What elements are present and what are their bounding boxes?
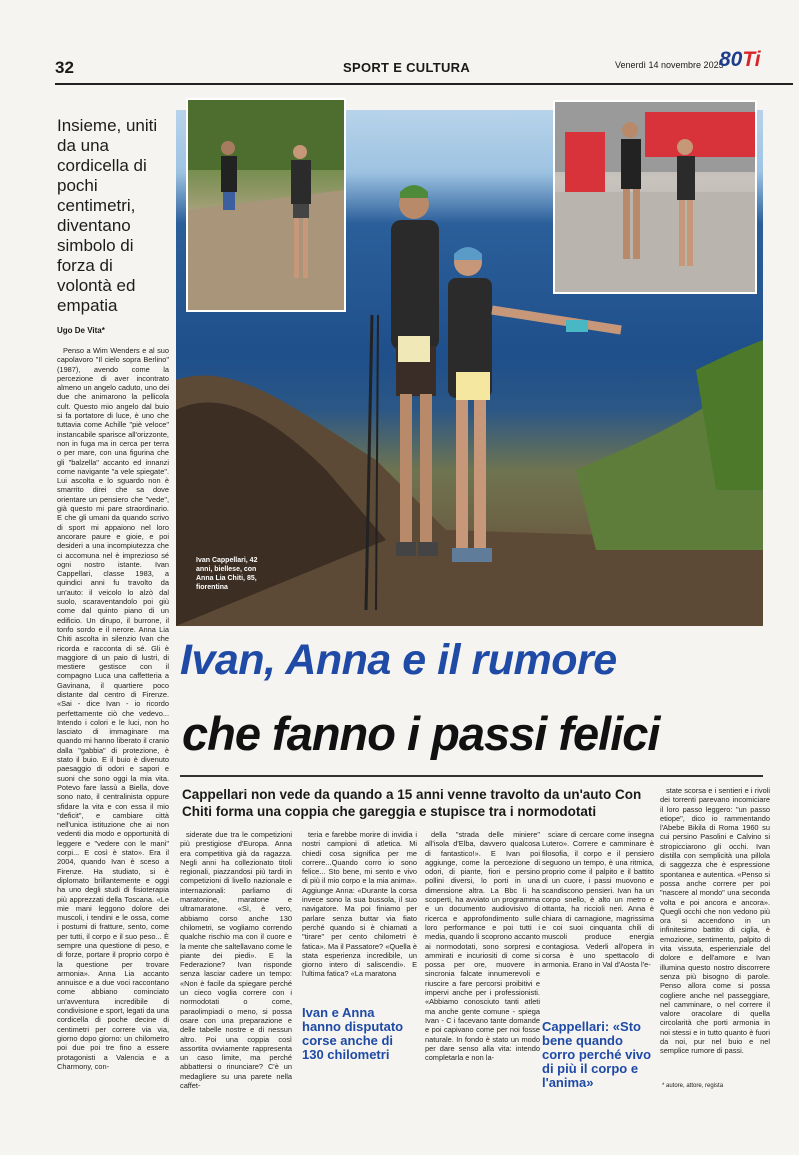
article-column-4 <box>425 830 540 1100</box>
section-title: SPORT E CULTURA <box>343 60 471 75</box>
headline-rule <box>180 775 763 777</box>
subheadline: Cappellari non vede da quando a 15 anni venne travolto da un'auto Con Chiti forma una coppia che gareggia e stupisce tra i normodotati <box>182 787 642 819</box>
pull-quote-2: Cappellari: «Sto bene quando corro perché vivo di più il corpo e l'anima» <box>542 1019 652 1090</box>
inset-photo-trail-scene <box>188 100 344 310</box>
inset-photo-race-scene <box>555 102 755 292</box>
header-rule <box>55 83 793 85</box>
pull-quote-1: Ivan e Anna hanno disputato corse anche di 130 chilometri <box>302 1005 404 1062</box>
inset-photo-race <box>553 100 757 294</box>
article-text: della "strada delle miniere" all'isola d'Elba, davvero qualcosa di fantastico!». E Ivan poi aggiunge, come la percezione di odori, di piante, fiori e persino pollini diversi, lo porti in una dimensione altra. La Bbc li ha scoperti, ha avviato un programma e un documento audiovisivo di ricerca e approfondimento sulle loro performance e poi tutti i media, quando li scoprono accanto ai normodotati, sono sorpresi e ammirati e incuriositi di come si possa per ore, muovere in sincronia falcate innumerevoli e riuscire a fare percorsi proibitivi e impervi anche per i professionisti. «Abbiamo conosciuto tanti atleti ma anche gente comune - spiega Ivan - C i facevano tante domande e poi capivano come per noi fosse naturale. In fondo è stato un modo per dare senso alla vita: intendo completarla e non la- <box>425 830 540 1063</box>
article-text: sciare di cercare come insegna Lutero». Correre e camminare è filosofia, il corpo e il pensiero seguono un tempo, è una ritmica, proprio come il palpito e il battito di un cuore, i passi muovono e scandiscono pensieri. Ivan ha un corpo snello, è alto un metro e ottanta, ha riccioli neri. Anna è chiara di carnagione, magrissima e coi suoi cinquanta chili di muscoli produce energia contagiosa. Vederli all'opera in corsa è uno spettacolo di armonia. Erano in Val d'Aosta l'e- <box>542 830 654 970</box>
headline-line-2: che fanno i passi felici <box>182 707 660 760</box>
article-text: state scorsa e i sentieri e i rivoli dei torrenti parevano incomiciare il loro passo leggero: "un passo etiope", dico io rammentando l'Abebe Bikila di Roma 1960 su cui persino Pasolini e Calvino si stropicciarono gli occhi. Ivan distilla con semplicità una pillola di saggezza che è espressione spontanea e autentica. «Penso si possa anche correre per poi "nascere al mondo" una seconda volta e poi ancora e ancora». Quegli occhi che non vedono più ora si accendono in un infinitesimo battito di ciglia, è emozione, sentimento, palpito di vita vissuta, esperienziale del dolore e dell'amore e Ivan illumina questo nostro discorrere senza più bisogno di parole. Penso allora come si possa cogliere anche nel passeggiare, nel camminare, o nel correre il valore oracolare di quella circolarità che porti armonia in noi stessi e in tutto quanto è fuori da noi, pur nel buio e nel semplice rumore di passi. <box>660 786 770 1056</box>
byline: Ugo De Vita* <box>57 326 105 335</box>
article-column-1 <box>57 346 169 1078</box>
issue-date: Venerdì 14 novembre 2025 <box>615 60 724 70</box>
inset-photo-trail <box>186 98 346 312</box>
page-number: 32 <box>55 58 74 77</box>
headline-line-1: Ivan, Anna e il rumore <box>180 636 617 684</box>
article-column-5 <box>542 830 654 1005</box>
article-text: siderate due tra le competizioni più prestigiose d'Europa. Anna era competitiva già da ragazza. Negli anni ha collezionato titoli regionali, piazzandosi più tardi in competizioni di livello nazionale e internazionali: parliamo di maratonine, maratone e ultramaratone. «Sì, è vero, abbiamo corso anche 130 chilometri, se vogliamo correndo qualche rischio ma con il cuore e la mente che saltellavano come le piante dei piedi». E la Federazione? Ivan risponde senza lasciar cadere un tempo: «Non è facile da spiegare perché un cieco voglia correre con i normodotati o come, paraolimpiadi o meno, si possa osare con una preparazione e delle tabelle nostre e di nessun altro. Poi una coppia così assortita ovviamente rappresenta un caso limite, ma perché abbattersi o rinunciare? C'è un medagliere su una parete nella caffet- <box>180 830 292 1091</box>
intro-text: Insieme, uniti da una cordicella di pochi centimetri, diventano simbolo di forza di volontà ed empatia <box>57 116 158 315</box>
page-header <box>55 48 765 82</box>
article-column-2 <box>180 830 292 1100</box>
article-text: teria e farebbe morire di invidia i nostri campioni di atletica. Mi chiedi cosa significa per me correre...Quando corro io sono felice... Sto bene, mi sento e vivo di più il mio corpo e la mia anima». Aggiunge Anna: «Durante la corsa invece sono la sua bussola, il suo navigatore. Ma poi finiamo per parlare senza buttar via fiato perché quando si è chiamati a "tirare" per cento chilometri è fatica». Ma il Passatore? «Quella è stata esperienza incredibile, un giorno intero di saliscendi». E l'ultima fatica? «La maratona <box>302 830 417 979</box>
photo-caption: Ivan Cappellari, 42 anni, biellese, con Anna Lia Chiti, 85, fiorentina <box>196 557 258 591</box>
article-column-6 <box>660 786 770 1086</box>
article-text: Penso a Wim Wenders e al suo capolavoro "Il cielo sopra Berlino" (1987), avendo come la percezione di aver incontrato almeno un angelo caduto, uno dei due che animarono la pellicola cult. Questo mio angelo dal buio si fa portatore di luce, è uno che tuttavia come Achille "piè veloce" instancabile sparisce all'orizzonte, non in fuga ma in cerca per terra o per mare, con una figurina che gli "balzella" accanto ed innanzi come navigante "a vele spiegate". Lui ascolta e lo sguardo non è smarrito direi che sa dove orientare un pensiero che "vede", già questo mi pare straordinario. E che gli umani da quando scrivo di sport mi appaiono nel loro ancorare paure e gioie, e poi desideri a una incompiutezza che ci accomuna nel è imprezioso sé ogni nostro istante. Ivan Cappellari, classe 1983, a quindici anni fu travolto da un'auto: il veicolo lo alzò dal suolo, scaraventandolo poi giù come dal quinto piano di un edificio. Un dirupo, il burrone, il tonfo sordo e il nerore. Anna Lia Chiti ascolta in silenzio Ivan che ricorda e racconta di sé. Gli è maggiore di un paio di lustri, di mestiere gestisce con il compagno Luca una caffetteria a Gavinana, il quartiere poco distante dal centro di Firenze. «Sai - dice Ivan - io ricordo perfettamente ciò che vedevo... Intendo i colori e le luci, non ho lasciato di immaginare ma quando mi hanno liberato il cranio dalla "gabbia" di protezione, è stato il buio. E il buio è divenuto paesaggio di odori e sapori e suoni che sono oggi la mia vita. Potevo fare lassù a Biella, dove sono nato, il centralinista oppure sfidare la vita e con essa il mio "deficit", e cambiare città nell'unica istituzione che ai non vedenti dia modo e opportunità di leggere e "vedere con le mani" corpi... E così è stato». Era il 2004, quando Ivan è sceso a Firenze. Ha studiato, si è diplomato brillantemente e oggi ha uno degli studi di fisioterapia più apprezzati della Toscana. «Le mie mani leggono dolore dei muscoli, i tendini e le ossa, come i postumi di fratture, sento, come per tutti, il corpo e il suo peso... È sempre una questione di peso, e di forze, portare il proprio corpo è la questione per trovare armonia». Anna Lia accanto annuisce e a due voci raccontano come abbiano cominciato un'avventura incredibile di condivisione e sport, legati da una cordicella di poche decine di centimetri per correre via via, giorno dopo giorno: un chilometro poi due poi tre fino a essere protagonisti a Valencia e a Charmony, con- <box>57 346 169 1071</box>
article-column-3 <box>302 830 417 1005</box>
author-footnote: * autore, attore, regista <box>662 1083 724 1089</box>
newspaper-logo: 80Ti <box>719 48 761 71</box>
